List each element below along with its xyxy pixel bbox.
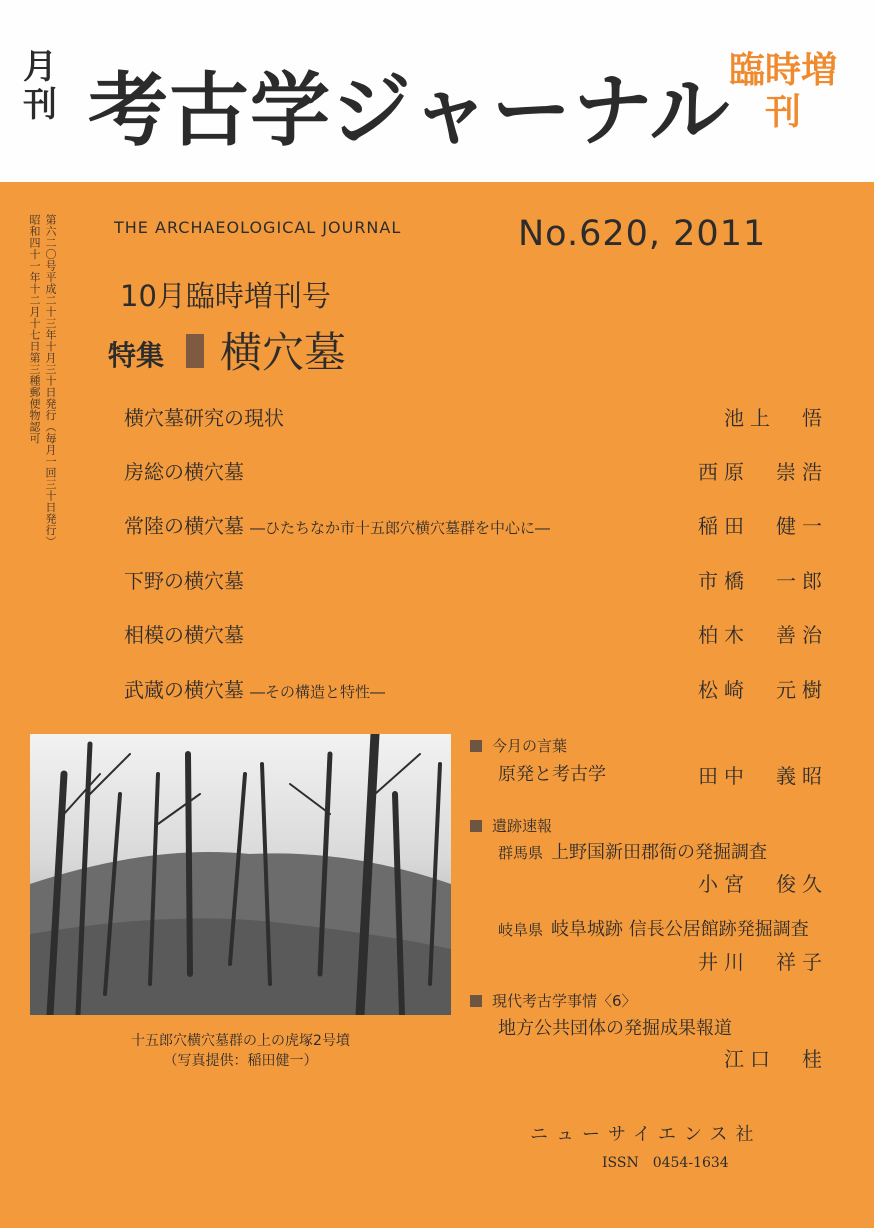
article-subtitle: ―ひたちなか市十五郎穴横穴墓群を中心に― — [250, 519, 551, 537]
site-report-title: 群馬県 上野国新田郡衙の発掘調査 — [498, 842, 768, 863]
article-author: 西原 崇浩 — [698, 460, 828, 484]
article-author: 松崎 元樹 — [698, 678, 828, 702]
english-title: THE ARCHAEOLOGICAL JOURNAL — [114, 218, 402, 237]
article-author: 池上 悟 — [724, 406, 828, 430]
feature-marker — [186, 334, 204, 368]
article-author: 稲田 健一 — [698, 514, 828, 538]
site-report-author: 井川 祥子 — [698, 950, 828, 974]
photo-caption: 十五郎穴横穴墓群の上の虎塚2号墳 — [131, 1033, 350, 1049]
photo-credit: （写真提供：稲田健一） — [163, 1053, 318, 1069]
site-report-title: 岐阜県 岐阜城跡 信長公居館跡発掘調査 — [498, 919, 809, 940]
section-heading: 現代考古学事情〈6〉 — [470, 990, 637, 1011]
issue-number: No.620, 2011 — [518, 214, 767, 254]
feature-label: 特集 — [108, 339, 165, 372]
square-bullet-icon — [470, 820, 482, 832]
square-bullet-icon — [470, 995, 482, 1007]
special-edition-label: 臨時増刊 — [728, 50, 837, 133]
monthly-label: 月刊 — [23, 47, 57, 125]
publication-note: 第六二〇号平成二十三年十月三十日発行（毎月一回三十日発行） — [44, 214, 57, 548]
modern-author: 江口 桂 — [724, 1047, 828, 1071]
extra-issue-label: 10月臨時増刊号 — [120, 279, 331, 313]
article-title: 横穴墓研究の現状 — [124, 406, 284, 430]
publisher-name: ニューサイエンス社 — [530, 1124, 762, 1145]
magazine-title: 考古学ジャーナル — [88, 64, 731, 157]
issn-number: ISSN 0454-1634 — [602, 1155, 729, 1171]
section-heading: 今月の言葉 — [470, 735, 567, 756]
postal-note: 昭和四十一年十二月十七日第三種郵便物認可 — [28, 214, 41, 444]
article-title: 房総の横穴墓 — [124, 460, 244, 484]
square-bullet-icon — [470, 740, 482, 752]
monthly-words-author: 田中 義昭 — [698, 764, 828, 788]
forest-photo-image — [30, 734, 451, 1015]
article-title: 武蔵の横穴墓 ―その構造と特性― — [124, 678, 386, 702]
site-report-author: 小宮 俊久 — [698, 872, 828, 896]
section-heading: 遺跡速報 — [470, 815, 552, 836]
article-subtitle: ―その構造と特性― — [250, 683, 386, 701]
modern-title: 地方公共団体の発掘成果報道 — [498, 1018, 732, 1039]
article-title: 相模の横穴墓 — [124, 623, 244, 647]
monthly-words-title: 原発と考古学 — [498, 764, 606, 785]
feature-title: 横穴墓 — [220, 328, 347, 377]
article-title: 常陸の横穴墓 ―ひたちなか市十五郎穴横穴墓群を中心に― — [124, 514, 551, 538]
article-title: 下野の横穴墓 — [124, 569, 244, 593]
masthead — [0, 0, 874, 182]
cover-photo — [30, 734, 451, 1015]
article-author: 柏木 善治 — [698, 623, 828, 647]
article-author: 市橋 一郎 — [698, 569, 828, 593]
